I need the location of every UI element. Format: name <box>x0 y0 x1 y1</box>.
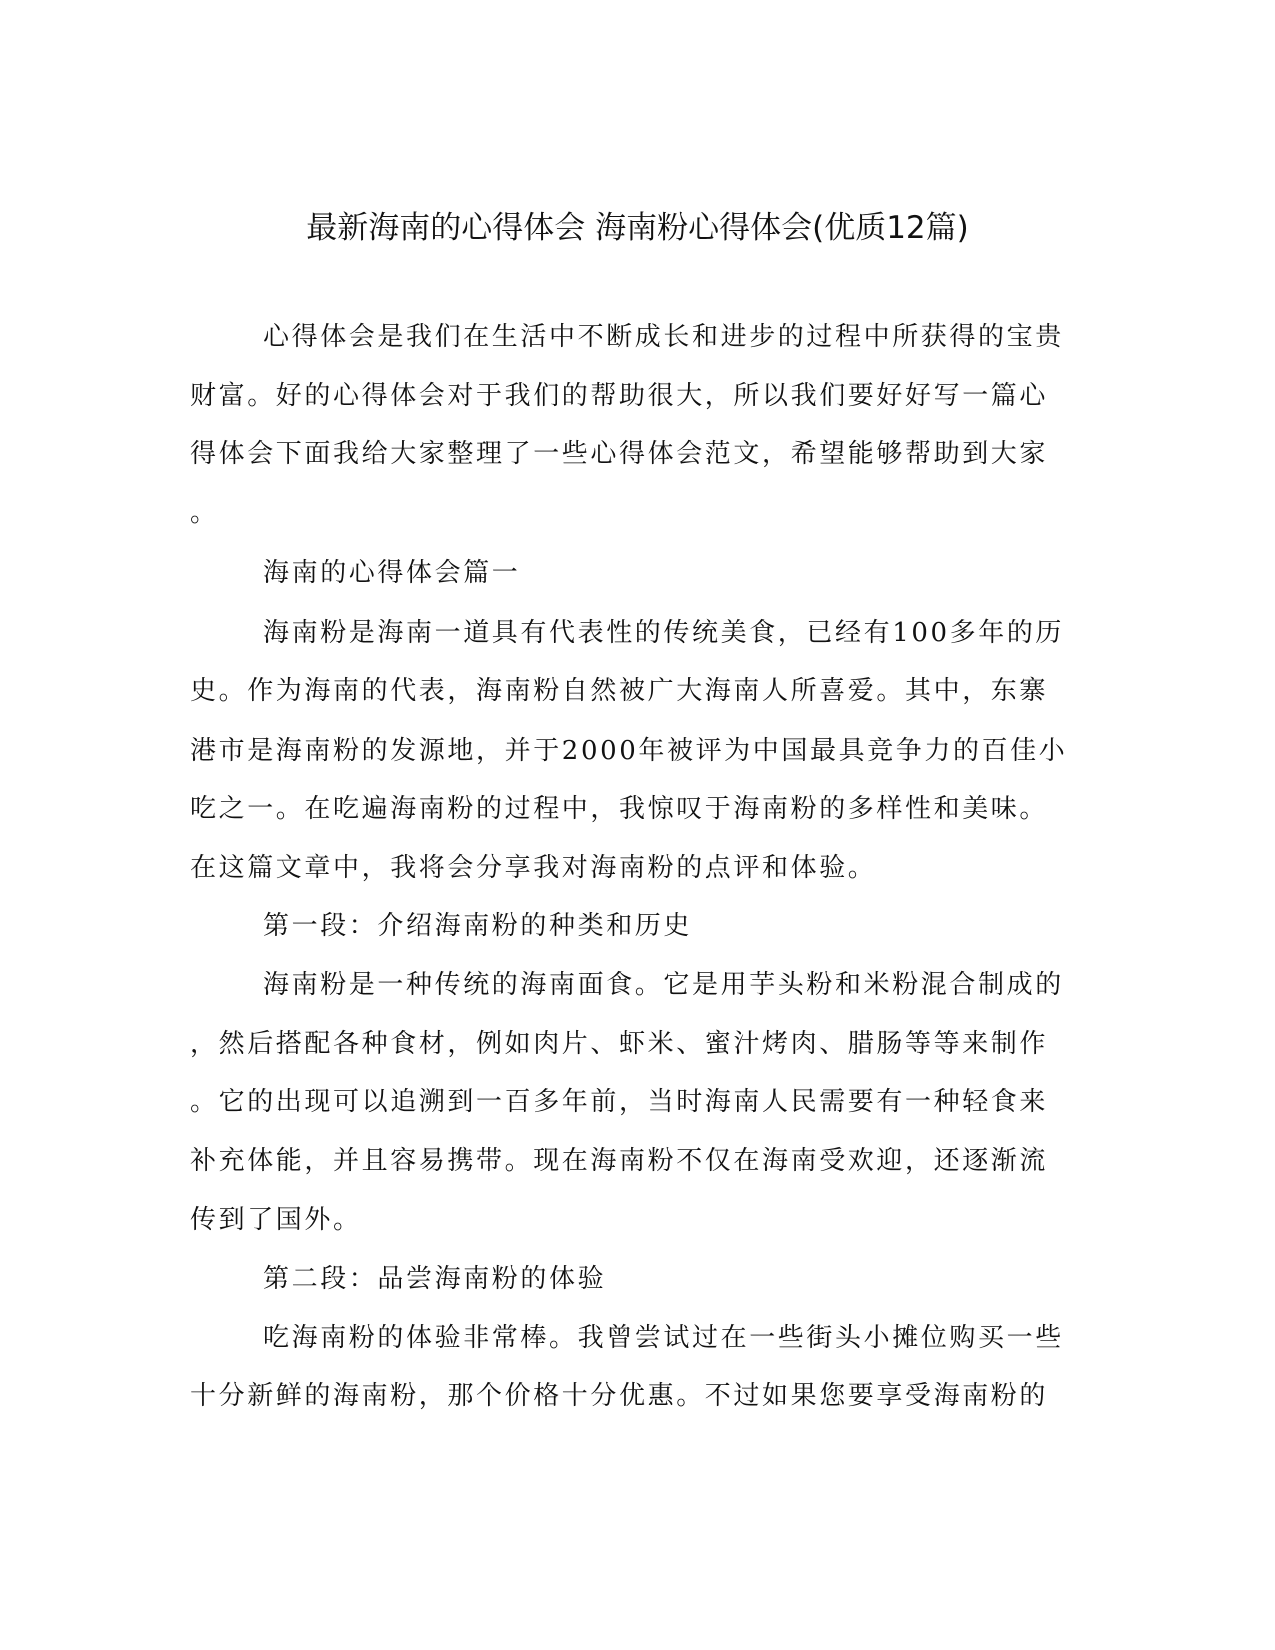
paragraph-line: 十分新鲜的海南粉，那个价格十分优惠。不过如果您要享受海南粉的 <box>190 1381 1049 1411</box>
paragraph-line: 在这篇文章中，我将会分享我对海南粉的点评和体验。 <box>190 853 877 883</box>
section-heading: 海南的心得体会篇一 <box>263 558 521 588</box>
paragraph-line: 海南粉是一种传统的海南面食。它是用芋头粉和米粉混合制成的 <box>263 970 1064 1000</box>
document-title: 最新海南的心得体会 海南粉心得体会(优质12篇) <box>306 210 969 246</box>
paragraph-line: ，然后搭配各种食材，例如肉片、虾米、蜜汁烤肉、腊肠等等来制作 <box>190 1029 1049 1059</box>
paragraph-line: 港市是海南粉的发源地，并于2000年被评为中国最具竞争力的百佳小 <box>190 736 1068 766</box>
paragraph-line: 。 <box>190 498 219 528</box>
paragraph-line: 吃海南粉的体验非常棒。我曾尝试过在一些街头小摊位购买一些 <box>263 1323 1064 1353</box>
paragraph-line: 心得体会是我们在生活中不断成长和进步的过程中所获得的宝贵 <box>263 322 1064 352</box>
section-heading: 第一段：介绍海南粉的种类和历史 <box>263 911 693 941</box>
paragraph-line: 补充体能，并且容易携带。现在海南粉不仅在海南受欢迎，还逐渐流 <box>190 1146 1049 1176</box>
paragraph-line: 财富。好的心得体会对于我们的帮助很大，所以我们要好好写一篇心 <box>190 381 1049 411</box>
paragraph-line: 得体会下面我给大家整理了一些心得体会范文，希望能够帮助到大家 <box>190 439 1049 469</box>
paragraph-line: 海南粉是海南一道具有代表性的传统美食，已经有100多年的历 <box>263 618 1065 648</box>
paragraph-line: 史。作为海南的代表，海南粉自然被广大海南人所喜爱。其中，东寨 <box>190 676 1049 706</box>
paragraph-line: 传到了国外。 <box>190 1205 362 1235</box>
paragraph-line: 。它的出现可以追溯到一百多年前，当时海南人民需要有一种轻食来 <box>190 1087 1049 1117</box>
paragraph-line: 吃之一。在吃遍海南粉的过程中，我惊叹于海南粉的多样性和美味。 <box>190 794 1049 824</box>
section-heading: 第二段：品尝海南粉的体验 <box>263 1264 607 1294</box>
